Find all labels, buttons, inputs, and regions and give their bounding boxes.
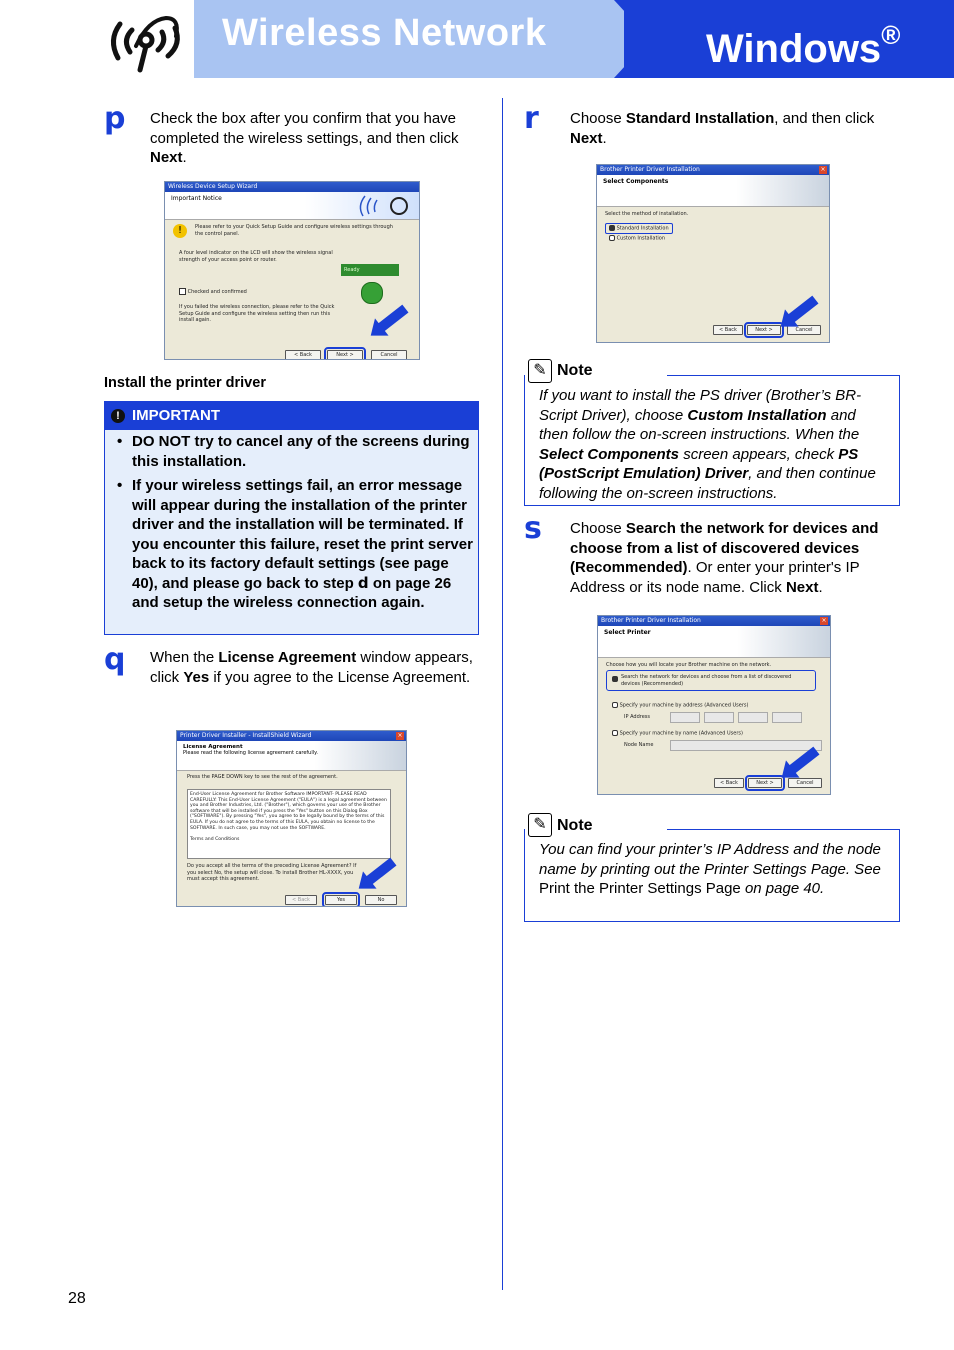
step-q-text-1: When the (150, 649, 219, 666)
next-button[interactable]: Next > (747, 325, 781, 335)
screenshot-license-agreement (176, 730, 407, 907)
checkbox-label: Checked and confirmed (187, 289, 247, 295)
window-header (598, 626, 830, 658)
lcd-display (341, 264, 399, 276)
exclamation-icon: ! (111, 409, 125, 423)
license-hint: Press the PAGE DOWN key to see the rest of the agreement. (187, 774, 338, 780)
window-header-title: License Agreement (183, 744, 243, 750)
notice-line-3: If you failed the wireless connection, please refer to the Quick Setup Guide and configure the wireless setting then run this install again. (179, 304, 335, 323)
radio-selected-icon[interactable] (609, 225, 615, 231)
window-header-title: Select Printer (604, 629, 651, 636)
by-address-label: Specify your machine by address (Advanced Users) (619, 702, 749, 709)
note-2-text (539, 840, 884, 899)
by-name-label: Specify your machine by name (Advanced Users) (619, 730, 743, 737)
step-s-search: Search the network for devices and choose from a list of discovered devices (Recommended) (570, 520, 879, 576)
step-p-text (150, 109, 480, 168)
back-button[interactable]: < Back (714, 778, 744, 788)
step-r-text-5: . (602, 129, 607, 147)
ip-octet-1[interactable] (670, 712, 700, 723)
window-titlebar: Wireless Device Setup Wizard (165, 182, 419, 192)
window-titlebar (177, 731, 406, 741)
standard-install-label: Standard Installation (616, 225, 669, 232)
by-address-option[interactable] (612, 702, 748, 709)
license-terms-heading: Terms and Conditions (190, 837, 240, 843)
yes-button[interactable]: Yes (325, 895, 357, 905)
cancel-button[interactable]: Cancel (371, 350, 407, 360)
step-letter-q: q (104, 642, 126, 677)
custom-install-label: Custom Installation (616, 235, 666, 242)
important-item-2c: on page 26 and setup the wireless connection again. (132, 574, 452, 611)
note-label: Note (557, 817, 593, 834)
step-q-text (150, 648, 480, 687)
node-name-input[interactable] (670, 740, 822, 751)
window-titlebar (597, 165, 829, 175)
standard-install-option[interactable] (605, 223, 673, 234)
back-button[interactable]: < Back (285, 350, 321, 360)
step-letter-p: p (104, 101, 126, 136)
by-name-option[interactable] (612, 730, 743, 737)
header-title: Wireless Network (222, 12, 547, 54)
close-icon[interactable]: × (397, 732, 403, 739)
header-logo-area (0, 0, 194, 78)
note-1-text-1: If you want to install the PS driver (Brother’s BR-Script Driver), choose (539, 387, 862, 424)
step-letter-s: s (524, 511, 542, 546)
note-pencil-icon: ✎ (528, 813, 552, 837)
os-name: Windows (706, 27, 882, 71)
note-1-custom: Custom Installation (687, 406, 827, 424)
custom-install-option[interactable] (609, 235, 665, 242)
ip-octet-3[interactable] (738, 712, 768, 723)
step-s-text-1: Choose (570, 520, 626, 537)
note-label: Note (557, 362, 593, 379)
note-1-text (539, 386, 889, 503)
notice-line-2: A four level indicator on the LCD will show the wireless signal strength of your access point or router. (179, 250, 333, 263)
important-box (104, 401, 479, 635)
next-button[interactable]: Next > (327, 350, 363, 360)
license-text-area[interactable] (187, 789, 391, 859)
important-step-ref: d (357, 573, 369, 592)
step-r-text (570, 109, 900, 148)
step-r-standard: Standard Installation (625, 110, 775, 127)
cancel-button[interactable]: Cancel (788, 778, 822, 788)
next-button[interactable]: Next > (748, 778, 782, 788)
step-p-next: Next (150, 149, 183, 166)
radio-icon[interactable] (612, 730, 618, 736)
window-title: Brother Printer Driver Installation (601, 617, 701, 624)
window-header-title: Important Notice (171, 195, 222, 202)
note-1-select-components: Select Components (539, 445, 680, 463)
note-2-text-1: You can find your printer’s IP Address and the node name by printing out the Printer Settings Page. See (539, 841, 881, 878)
step-s-text (570, 519, 905, 597)
step-p-text-3: . (182, 149, 187, 166)
no-button[interactable]: No (365, 895, 397, 905)
signal-indicator-icon (361, 282, 383, 304)
header-os (706, 20, 900, 72)
column-divider (502, 98, 503, 1290)
note-1-text-3: and then follow the on-screen instructions. When the (539, 406, 860, 443)
warning-icon: ! (173, 224, 187, 238)
radio-icon[interactable] (609, 235, 615, 241)
step-p-text-1: Check the box after you confirm that you have completed the wireless settings, and then click (150, 110, 459, 147)
window-title: Brother Printer Driver Installation (600, 166, 700, 173)
back-button[interactable]: < Back (285, 895, 317, 905)
back-button[interactable]: < Back (713, 325, 743, 335)
ip-address-label: IP Address (624, 714, 650, 720)
screenshot-select-printer (597, 615, 831, 795)
notice-line-1: Please refer to your Quick Setup Guide and configure wireless settings through the control panel. (195, 224, 393, 237)
important-item-2 (105, 476, 478, 613)
install-method-label: Select the method of installation. (605, 211, 689, 217)
wireless-logo-icon (353, 194, 413, 218)
confirm-checkbox[interactable] (179, 288, 247, 296)
window-title: Printer Driver Installer - InstallShield Wizard (180, 732, 312, 739)
important-item-2a: If your wireless settings fail, an error message will appear during the installation of the printer driver and the installation will be terminated. If you encounter this failure, reset the print server back to its factory default settings (see page 40), and please go back to step (132, 477, 473, 592)
important-header (105, 402, 478, 430)
registered-mark: ® (881, 20, 901, 50)
screenshot-select-components (596, 164, 830, 343)
step-r-next: Next (570, 129, 603, 147)
node-name-label: Node Name (624, 742, 654, 748)
search-network-label: Search the network for devices and choose from a list of discovered devices (Recommended) (621, 674, 792, 687)
step-s-next: Next (785, 578, 819, 596)
radio-selected-icon[interactable] (612, 676, 618, 682)
note-2-text-3: on page 40. (740, 880, 825, 897)
cancel-button[interactable]: Cancel (787, 325, 821, 335)
step-q-text-5: if you agree to the License Agreement. (209, 668, 471, 686)
window-header (165, 192, 419, 220)
close-icon[interactable]: × (821, 617, 827, 624)
step-q-text-3: window appears, click (150, 649, 473, 686)
ip-octet-4[interactable] (772, 712, 802, 723)
step-q-license: License Agreement (218, 649, 357, 666)
step-r-text-1: Choose (570, 110, 626, 127)
lcd-text: Ready (344, 267, 360, 273)
step-q-yes: Yes (183, 668, 210, 686)
section-heading: Install the printer driver (104, 375, 266, 391)
license-question: Do you accept all the terms of the preceding License Agreement? If you select No, the setup will close. To install Brother HL-XXXX, you must accept this agreement. (187, 863, 357, 882)
step-s-text-5: . (818, 578, 823, 596)
window-header-title: Select Components (603, 178, 669, 185)
radio-icon[interactable] (612, 702, 618, 708)
note-1-text-5: screen appears, check (679, 445, 839, 463)
wireless-signal-icon (0, 0, 194, 78)
step-s-text-3: . Or enter your printer's IP Address or its node name. Click (570, 559, 860, 596)
window-header (177, 741, 406, 771)
license-text: End-User License Agreement for Brother Software IMPORTANT- PLEASE READ CAREFULLY: This End-User License Agreement ("EULA") is a legal agreement between you and Brother Industries, Ltd. ("Brother"), which governs your use of the Brother software that will be installed if you press the "Yes" button on this Dialog Box ("SOFTWARE"). By pressing "Yes", you agree to be legally bound by the terms of this EULA. If you do not agree to the terms of this EULA, you obtain no license to the SOFTWARE. In such case, you may not use the SOFTWARE. (190, 792, 387, 831)
important-label: IMPORTANT (132, 407, 221, 424)
screenshot-wireless-setup (164, 181, 420, 360)
note-1-text-7: , and then continue following the on-screen instructions. (539, 465, 876, 502)
window-header-sub: Please read the following license agreement carefully. (183, 750, 318, 756)
checkbox-icon[interactable] (179, 288, 186, 295)
close-icon[interactable]: × (820, 166, 826, 173)
important-item-1: • DO NOT try to cancel any of the screens during this installation. (105, 432, 478, 471)
note-2-link: Print the Printer Settings Page (539, 880, 741, 897)
locate-label: Choose how you will locate your Brother machine on the network. (606, 662, 772, 668)
window-header (597, 175, 829, 207)
search-network-option[interactable] (606, 670, 816, 691)
page-number: 28 (68, 1290, 86, 1307)
step-r-text-3: , and then click (774, 110, 875, 127)
window-titlebar (598, 616, 830, 626)
ip-octet-2[interactable] (704, 712, 734, 723)
step-letter-r: r (524, 101, 539, 136)
note-1-ps-driver: PS (PostScript Emulation) Driver (539, 445, 859, 482)
note-pencil-icon: ✎ (528, 359, 552, 383)
